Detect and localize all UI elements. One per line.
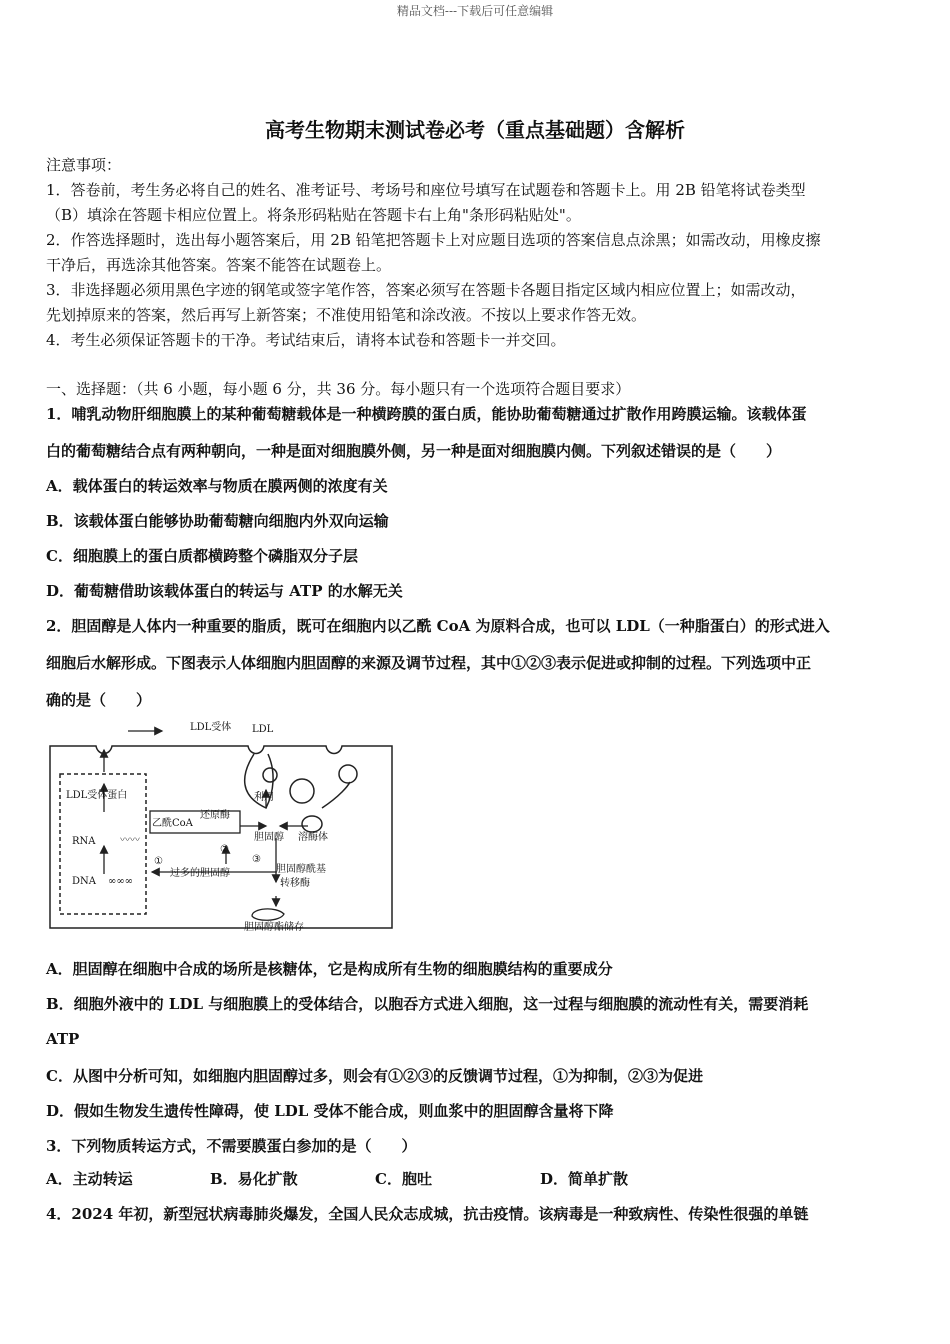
diagram-label-lysosome: 溶酶体 xyxy=(298,832,328,843)
notice-line: 干净后，再选涂其他答案。答案不能答在试题卷上。 xyxy=(46,256,392,274)
notice-line: 先划掉原来的答案，然后再写上新答案；不准使用铅笔和涂改液。不按以上要求作答无效。 xyxy=(46,306,647,324)
question-2-option-a: A．胆固醇在细胞中合成的场所是核糖体，它是构成所有生物的细胞膜结构的重要成分 xyxy=(46,960,613,978)
diagram-label-acyltransferase: 转移酶 xyxy=(280,878,310,889)
notice-line: 3．非选择题必须用黑色字迹的钢笔或签字笔作答，答案必须写在答题卡各题目指定区域内相应位置上；如需改动， xyxy=(46,281,806,299)
diagram-label-utilize: 利用 xyxy=(254,792,274,803)
diagram-label-cholesterol: 胆固醇 xyxy=(254,832,284,843)
question-4-stem: 4．2024 年初，新型冠状病毒肺炎爆发，全国人民众志成城，抗击疫情。该病毒是一种致病性、传染性很强的单链 xyxy=(46,1205,809,1223)
diagram-label-ldl-receptor: LDL受体 xyxy=(190,722,232,733)
question-2-stem: 细胞后水解形成。下图表示人体细胞内胆固醇的来源及调节过程，其中①②③表示促进或抑制的过程。下列选项中正 xyxy=(46,654,812,672)
cholesterol-regulation-diagram xyxy=(44,716,400,934)
header-note: 精品文档---下载后可任意编辑 xyxy=(396,4,554,18)
question-1-option-a: A．载体蛋白的转运效率与物质在膜两侧的浓度有关 xyxy=(46,477,388,495)
diagram-mark-2: ② xyxy=(220,844,229,855)
dna-strand-icon: ∞∞∞ xyxy=(108,876,133,887)
question-1-option-c: C．细胞膜上的蛋白质都横跨整个磷脂双分子层 xyxy=(46,547,358,565)
notice-heading: 注意事项： xyxy=(46,156,122,174)
question-2-option-b: ATP xyxy=(46,1030,80,1048)
diagram-label-storage: 胆固醇酯储存 xyxy=(244,922,304,933)
question-1-option-d: D．葡萄糖借助该载体蛋白的转运与 ATP 的水解无关 xyxy=(46,582,403,600)
diagram-label-reductase: 还原酶 xyxy=(200,810,230,821)
section-heading: 一、选择题：（共 6 小题，每小题 6 分，共 36 分。每小题只有一个选项符合题目要求） xyxy=(46,380,631,398)
question-1-stem: 1．哺乳动物肝细胞膜上的某种葡萄糖载体是一种横跨膜的蛋白质，能协助葡萄糖通过扩散作用跨膜运输。该载体蛋 xyxy=(46,405,807,423)
question-2-option-b: B．细胞外液中的 LDL 与细胞膜上的受体结合，以胞吞方式进入细胞，这一过程与细胞膜的流动性有关，需要消耗 xyxy=(46,995,809,1013)
question-2-option-c: C．从图中分析可知，如细胞内胆固醇过多，则会有①②③的反馈调节过程，①为抑制，②③为促进 xyxy=(46,1067,703,1085)
rna-strand-icon: 〰〰 xyxy=(120,835,140,846)
diagram-label-ldl-receptor-protein: LDL受体蛋白 xyxy=(66,790,128,801)
question-3-option-a: A．主动转运 xyxy=(46,1170,133,1188)
diagram-mark-1: ① xyxy=(154,856,163,867)
notice-line: 1．答卷前，考生务必将自己的姓名、准考证号、考场号和座位号填写在试题卷和答题卡上。用 2B 铅笔将试卷类型 xyxy=(46,181,806,199)
notice-line: 2．作答选择题时，选出每小题答案后，用 2B 铅笔把答题卡上对应题目选项的答案信息点涂黑；如需改动，用橡皮擦 xyxy=(46,231,821,249)
diagram-label-dna: DNA xyxy=(72,876,96,887)
question-3-option-c: C．胞吐 xyxy=(375,1170,432,1188)
notice-line: （B）填涂在答题卡相应位置上。将条形码粘贴在答题卡右上角"条形码粘贴处"。 xyxy=(46,206,581,224)
question-2-stem: 确的是（ ） xyxy=(46,691,152,709)
question-1-stem: 白的葡萄糖结合点有两种朝向，一种是面对细胞膜外侧，另一种是面对细胞膜内侧。下列叙述错误的是（ ） xyxy=(46,442,782,460)
diagram-label-acyltransferase: 胆固醇酰基 xyxy=(276,864,326,875)
diagram-label-excess-cholesterol: 过多的胆固醇 xyxy=(170,868,230,879)
notice-line: 4．考生必须保证答题卡的干净。考试结束后，请将本试卷和答题卡一并交回。 xyxy=(46,331,566,349)
page-title: 高考生物期末测试卷必考（重点基础题）含解析 xyxy=(265,118,685,142)
diagram-mark-3: ③ xyxy=(252,854,261,865)
diagram-label-rna: RNA xyxy=(72,836,96,847)
question-1-option-b: B．该载体蛋白能够协助葡萄糖向细胞内外双向运输 xyxy=(46,512,389,530)
question-2-option-d: D．假如生物发生遗传性障碍，使 LDL 受体不能合成，则血浆中的胆固醇含量将下降 xyxy=(46,1102,614,1120)
question-3-option-b: B．易化扩散 xyxy=(210,1170,298,1188)
diagram-label-ldl: LDL xyxy=(252,724,274,735)
diagram-label-acetyl-coa: 乙酰CoA xyxy=(152,818,193,829)
question-3-stem: 3．下列物质转运方式，不需要膜蛋白参加的是（ ） xyxy=(46,1137,417,1155)
question-2-stem: 2．胆固醇是人体内一种重要的脂质，既可在细胞内以乙酰 CoA 为原料合成，也可以 LDL（一种脂蛋白）的形式进入 xyxy=(46,617,830,635)
question-3-option-d: D．简单扩散 xyxy=(540,1170,629,1188)
